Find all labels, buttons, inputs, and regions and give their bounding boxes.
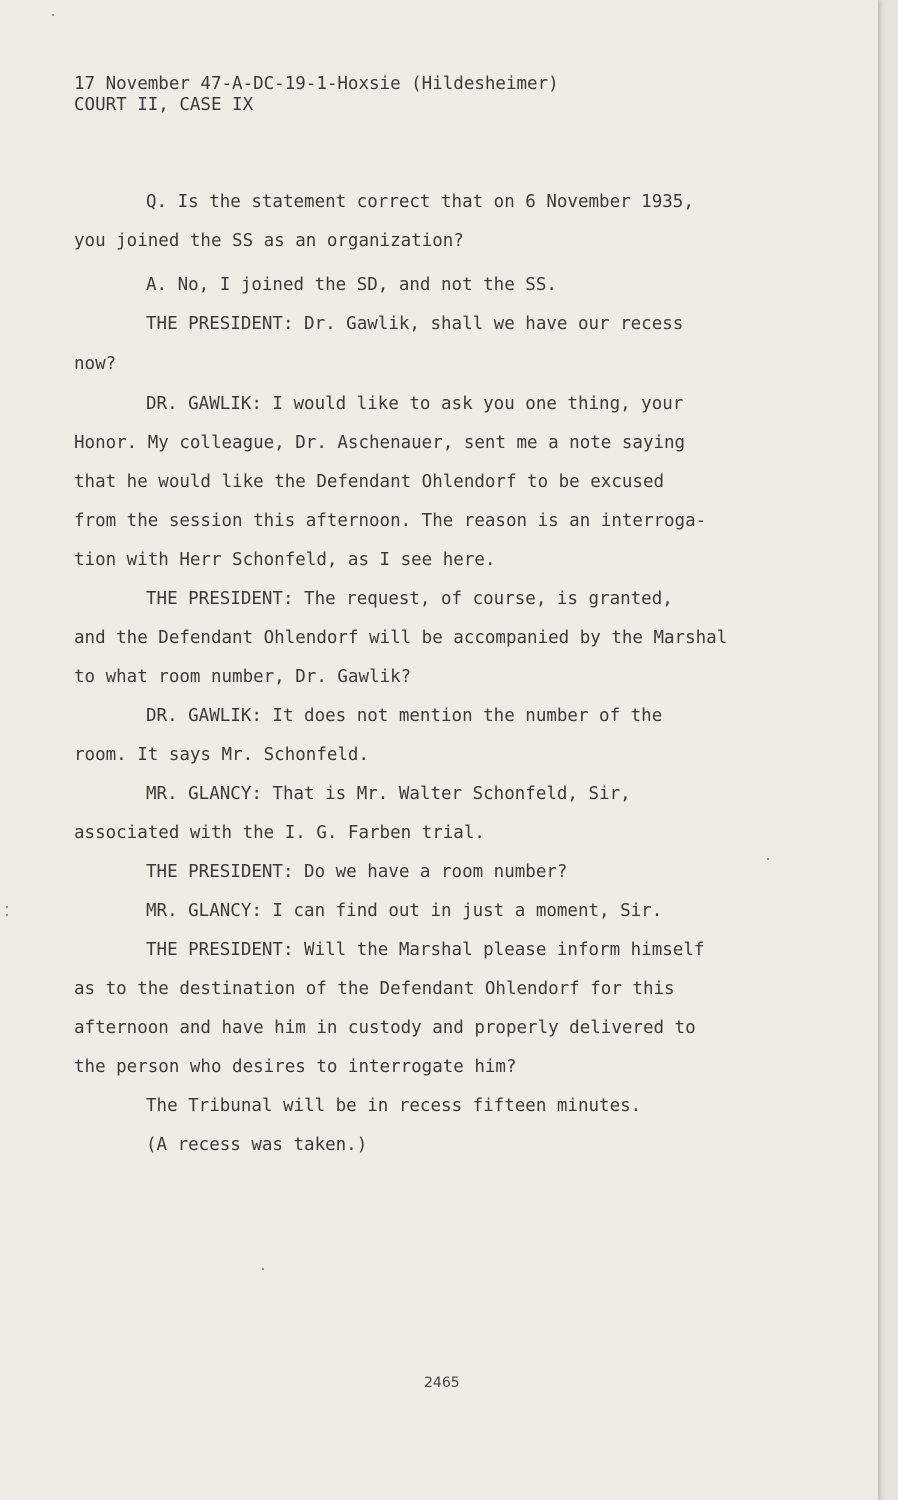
transcript-line: Honor. My colleague, Dr. Aschenauer, sent me a note saying (74, 433, 686, 453)
paper-speck (6, 914, 8, 916)
transcript-line: that he would like the Defendant Ohlendorf to be excused (74, 472, 665, 492)
transcript-line: MR. GLANCY: I can find out in just a moment, Sir. (146, 901, 663, 921)
transcript-line: the person who desires to interrogate him? (74, 1057, 517, 1077)
paper-speck (767, 858, 769, 860)
transcript-line: associated with the I. G. Farben trial. (74, 823, 485, 843)
transcript-line: tion with Herr Schonfeld, as I see here. (74, 550, 496, 570)
transcript-line: as to the destination of the Defendant Ohlendorf for this (74, 979, 675, 999)
page-number: 2465 (424, 1375, 460, 1391)
transcript-line: (A recess was taken.) (146, 1135, 368, 1155)
header-line-2: COURT II, CASE IX (74, 95, 254, 115)
transcript-line: from the session this afternoon. The reason is an interroga- (74, 511, 707, 531)
transcript-line: THE PRESIDENT: Will the Marshal please inform himself (146, 940, 705, 960)
transcript-line: DR. GAWLIK: I would like to ask you one thing, your (146, 394, 684, 414)
transcript-line: room. It says Mr. Schonfeld. (74, 745, 370, 765)
transcript-line: THE PRESIDENT: The request, of course, is granted, (146, 589, 673, 609)
header-line-1: 17 November 47-A-DC-19-1-Hoxsie (Hildesheimer) (74, 74, 559, 94)
transcript-line: The Tribunal will be in recess fifteen minutes. (146, 1096, 642, 1116)
transcript-line: to what room number, Dr. Gawlik? (74, 667, 412, 687)
paper-speck (262, 1268, 264, 1270)
transcript-line: THE PRESIDENT: Do we have a room number? (146, 862, 568, 882)
transcript-body (74, 188, 814, 1170)
transcript-line: A. No, I joined the SD, and not the SS. (146, 275, 557, 295)
transcript-line: and the Defendant Ohlendorf will be accompanied by the Marshal (74, 628, 728, 648)
paper-speck (52, 14, 54, 16)
transcript-line: MR. GLANCY: That is Mr. Walter Schonfeld, Sir, (146, 784, 631, 804)
transcript-line: THE PRESIDENT: Dr. Gawlik, shall we have our recess (146, 314, 684, 334)
document-header (74, 74, 559, 116)
transcript-line: Q. Is the statement correct that on 6 November 1935, (146, 192, 694, 212)
transcript-line: now? (74, 354, 117, 374)
paper-speck (6, 906, 8, 908)
transcript-line: DR. GAWLIK: It does not mention the number of the (146, 706, 663, 726)
transcript-line: afternoon and have him in custody and properly delivered to (74, 1018, 696, 1038)
transcript-line: you joined the SS as an organization? (74, 231, 464, 251)
